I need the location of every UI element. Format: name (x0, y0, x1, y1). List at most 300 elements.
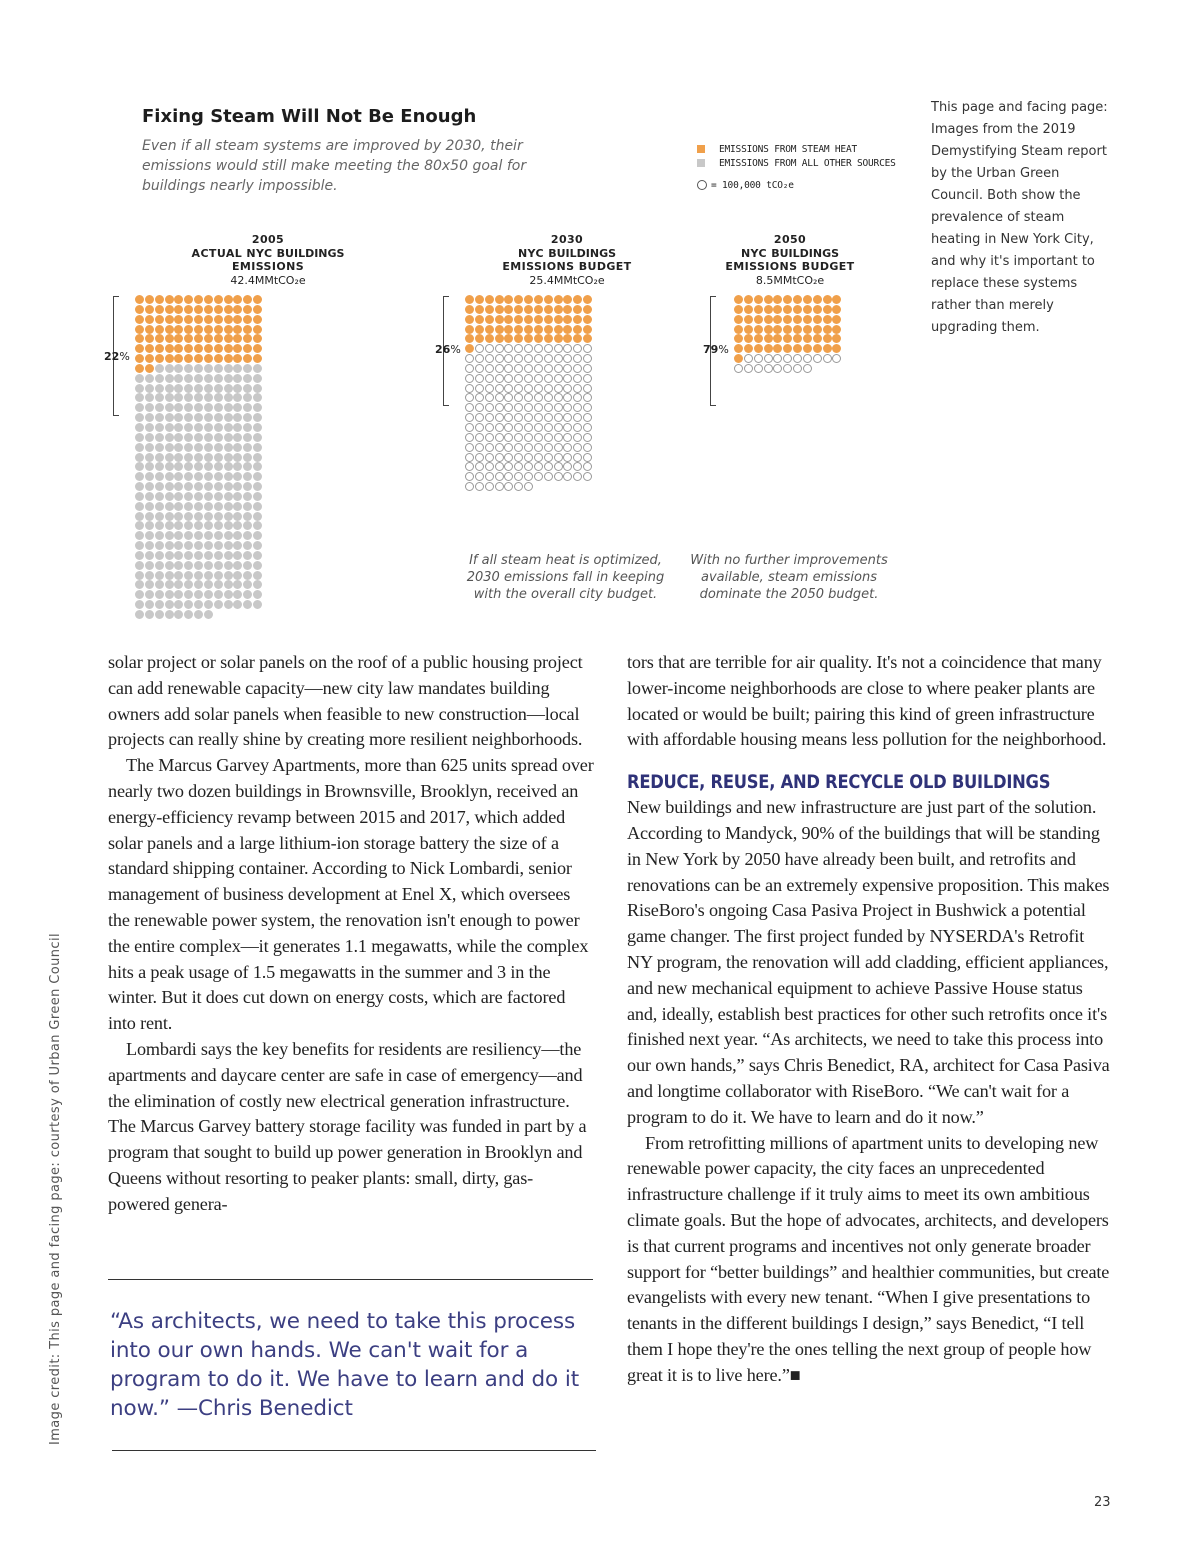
waffle-2005-dot-steam (194, 344, 203, 353)
waffle-2050-dot-empty (744, 364, 753, 373)
waffle-2005-dot-other (224, 364, 233, 373)
waffle-2005-dot-other (194, 413, 203, 422)
waffle-2050-dot-steam (823, 334, 832, 343)
waffle-2030-dot-empty (465, 384, 474, 393)
waffle-2030-dot-empty (524, 423, 533, 432)
waffle-2005-dot-other (194, 521, 203, 530)
waffle-2005-dot-other (194, 580, 203, 589)
waffle-2005-dot-other (165, 384, 174, 393)
left-paragraph-3: Lombardi says the key benefits for residents are resiliency—the apartments and daycare center are safe in case of emergency—and the elimination of costly new electrical generation infrastructure. The Marcus Garvey battery storage facility was funded in part by a program that sought to build up power generation in Brooklyn and Queens without resorting to peaker plants: small, dirty, gas-powered genera- (108, 1038, 587, 1214)
waffle-2030-dot-empty (544, 462, 553, 471)
waffle-2005-dot-steam (155, 354, 164, 363)
waffle-2005-dot-other (253, 541, 262, 550)
waffle-2005-dot-other (243, 364, 252, 373)
waffle-2005-dot-other (204, 423, 213, 432)
waffle-2050-dot-steam (803, 305, 812, 314)
waffle-2030-dot-empty (583, 393, 592, 402)
waffle-2005-dot-other (204, 502, 213, 511)
waffle-2030-dot-empty (475, 453, 484, 462)
chart-2050-label-1: NYC (740, 246, 767, 260)
waffle-2050-dot-steam (744, 295, 753, 304)
waffle-2005-dot-other (174, 482, 183, 491)
waffle-2030-dot-empty (524, 403, 533, 412)
waffle-2030-dot-empty (544, 374, 553, 383)
steam-swatch-icon (697, 145, 705, 153)
waffle-2050-dot-steam (813, 344, 822, 353)
waffle-2030-dot-empty (465, 403, 474, 412)
waffle-2030-dot-empty (495, 393, 504, 402)
waffle-2005-dot-other (214, 364, 223, 373)
waffle-2005-dot-steam (204, 354, 213, 363)
waffle-2050-dot-empty (803, 364, 812, 373)
waffle-2030-dot-empty (544, 443, 553, 452)
waffle-2030-dot-empty (544, 423, 553, 432)
waffle-2030-dot-empty (504, 462, 513, 471)
waffle-2050-dot-steam (803, 344, 812, 353)
waffle-2050-dot-steam (773, 315, 782, 324)
waffle-2030-dot-empty (563, 403, 572, 412)
waffle-2005-dot-other (135, 551, 144, 560)
waffle-2030-dot-empty (475, 423, 484, 432)
waffle-2005-dot-other (243, 443, 252, 452)
waffle-2005-dot-other (214, 433, 223, 442)
waffle-2005-dot-other (184, 541, 193, 550)
waffle-2030-dot-empty (534, 443, 543, 452)
waffle-2005-dot-steam (145, 344, 154, 353)
waffle-2030-dot-empty (563, 433, 572, 442)
waffle-2005-dot-other (224, 472, 233, 481)
waffle-2005-dot-other (214, 393, 223, 402)
waffle-2030-dot-empty (524, 364, 533, 373)
waffle-2005-dot-steam (204, 295, 213, 304)
waffle-2030-dot-empty (534, 472, 543, 481)
waffle-2030-dot-steam (524, 305, 533, 314)
waffle-2030-dot-empty (583, 384, 592, 393)
waffle-2005-dot-steam (174, 334, 183, 343)
waffle-2005-dot-other (155, 364, 164, 373)
waffle-2005-dot-other (174, 413, 183, 422)
waffle-2005-dot-steam (253, 344, 262, 353)
waffle-2005-dot-other (174, 541, 183, 550)
pct-2030-suffix: % (450, 343, 461, 356)
waffle-2005-dot-other (243, 384, 252, 393)
waffle-2030-dot-steam (504, 295, 513, 304)
waffle-2005-dot-other (165, 571, 174, 580)
waffle-2005-dot-other (214, 512, 223, 521)
waffle-2030-dot-empty (524, 344, 533, 353)
waffle-2005-dot-other (194, 561, 203, 570)
right-paragraph-1: New buildings and new infrastructure are just part of the solution. According to Mandyck, 90% of the buildings that will be standing in New York by 2050 have already been built, and retrofits and renovations can be an extremely expensive proposition. This makes RiseBoro's ongoing Casa Pasiva Project in Bushwick a potential game changer. The first project funded by NYSERDA's Retrofit NY program, the renovation will add cladding, efficient appliances, and new mechanical equipment to achieve Passive House status and, ideally, establish best practices for other such retrofits once it's finished next year. “As architects, we need to take this process into our own hands,” says Chris Benedict, RA, architect for Casa Pasiva and longtime collaborator with RiseBoro. “We can't wait for a program to do it. We have to learn and do it now.” (627, 797, 1110, 1127)
waffle-2030-dot-steam (485, 305, 494, 314)
waffle-2005-dot-other (165, 482, 174, 491)
waffle-2030-dot-steam (554, 315, 563, 324)
waffle-2030-dot-steam (465, 305, 474, 314)
waffle-2005-dot-other (165, 600, 174, 609)
waffle-2005-dot-other (184, 443, 193, 452)
waffle-2005-dot-other (194, 541, 203, 550)
waffle-2005-dot-other (214, 561, 223, 570)
waffle-2030-dot-steam (475, 315, 484, 324)
waffle-2050-dot-steam (823, 325, 832, 334)
waffle-2005-dot-other (224, 502, 233, 511)
waffle-2005-dot-other (243, 541, 252, 550)
waffle-2030-dot-empty (544, 413, 553, 422)
waffle-2030-dot-empty (485, 472, 494, 481)
pull-quote: “As architects, we need to take this process into our own hands. We can't wait for a program to do it. We have to learn and do it now.” —Chris Benedict (110, 1309, 580, 1421)
waffle-2030-dot-empty (514, 433, 523, 442)
waffle-2005-dot-steam (253, 325, 262, 334)
waffle-2005-dot-other (184, 521, 193, 530)
waffle-2005-dot-other (224, 492, 233, 501)
waffle-2030-dot-empty (563, 393, 572, 402)
waffle-2005-dot-other (135, 502, 144, 511)
waffle-2005-dot-other (253, 423, 262, 432)
waffle-2050-dot-empty (832, 354, 841, 363)
waffle-2050-dot-steam (773, 344, 782, 353)
waffle-2005-dot-other (204, 590, 213, 599)
waffle-2050-dot-steam (783, 325, 792, 334)
legend-unit (697, 178, 896, 192)
waffle-2050-dot-steam (832, 325, 841, 334)
waffle-2005-dot-steam (174, 344, 183, 353)
waffle-2030-dot-empty (583, 453, 592, 462)
waffle-2030-dot-empty (514, 413, 523, 422)
waffle-2005-dot-other (135, 580, 144, 589)
waffle-2030-dot-empty (583, 354, 592, 363)
waffle-2005-dot-other (155, 433, 164, 442)
pct-2030-value: 26 (435, 343, 451, 356)
waffle-2030-dot-empty (534, 384, 543, 393)
waffle-2005-dot-other (165, 433, 174, 442)
waffle-2005-dot-other (145, 374, 154, 383)
waffle-2050-dot-steam (783, 295, 792, 304)
waffle-2005-dot-other (135, 393, 144, 402)
waffle-2030-dot-steam (544, 315, 553, 324)
waffle-2005-dot-other (204, 600, 213, 609)
waffle-2005-dot-other (184, 610, 193, 619)
waffle-2005-dot-other (253, 580, 262, 589)
waffle-2005-dot-steam (194, 295, 203, 304)
waffle-2030-dot-empty (573, 443, 582, 452)
waffle-2030-dot-empty (563, 472, 572, 481)
waffle-2005-dot-other (253, 512, 262, 521)
waffle-2005-dot-other (253, 413, 262, 422)
waffle-2005-dot-other (214, 551, 223, 560)
waffle-2050-dot-steam (823, 295, 832, 304)
waffle-2005-dot-steam (214, 295, 223, 304)
waffle-2030-dot-steam (534, 315, 543, 324)
waffle-2005-dot-steam (174, 354, 183, 363)
waffle-2005-dot-other (214, 571, 223, 580)
waffle-2005-dot-other (174, 423, 183, 432)
waffle-2030-dot-empty (583, 433, 592, 442)
waffle-2005-dot-steam (184, 295, 193, 304)
waffle-2005-dot-steam (243, 295, 252, 304)
waffle-2005-dot-other (243, 551, 252, 560)
waffle-2005-dot-other (194, 364, 203, 373)
waffle-2050-dot-empty (734, 364, 743, 373)
waffle-2050-dot-empty (754, 354, 763, 363)
waffle-2005-dot-steam (233, 295, 242, 304)
chart-2030-label (467, 247, 667, 261)
waffle-2005-dot-steam (214, 305, 223, 314)
waffle-2030-dot-steam (504, 334, 513, 343)
waffle-2030-dot-steam (534, 305, 543, 314)
waffle-2005-dot-other (165, 590, 174, 599)
waffle-2050-dot-steam (832, 344, 841, 353)
waffle-2005-dot-other (204, 374, 213, 383)
waffle-2030-dot-empty (504, 443, 513, 452)
waffle-2005-dot-other (155, 482, 164, 491)
waffle-2030-dot-empty (514, 374, 523, 383)
waffle-2030-dot-empty (563, 384, 572, 393)
waffle-2050-dot-steam (813, 295, 822, 304)
waffle-2030-dot-empty (495, 364, 504, 373)
pct-2050-value: 79 (703, 343, 719, 356)
chart-2005-label-2: EMISSIONS (231, 260, 305, 273)
chart-2050-label-2: EMISSIONS BUDGET (725, 260, 855, 273)
waffle-2005-dot-other (233, 443, 242, 452)
waffle-2030-dot-empty (573, 453, 582, 462)
waffle-2005-dot-steam (165, 354, 174, 363)
waffle-2005-dot-other (174, 551, 183, 560)
waffle-2005-dot-other (145, 521, 154, 530)
waffle-2005-dot-other (184, 561, 193, 570)
waffle-2005-dot-steam (145, 305, 154, 314)
pct-2005-value: 22 (104, 350, 120, 363)
waffle-2005-dot-other (174, 384, 183, 393)
waffle-2005-dot-steam (165, 295, 174, 304)
waffle-2005-dot-steam (243, 334, 252, 343)
waffle-2030-dot-empty (465, 482, 474, 491)
waffle-2030-dot-steam (544, 305, 553, 314)
waffle-2030-dot-empty (485, 344, 494, 353)
waffle-2005-dot-other (214, 462, 223, 471)
waffle-2005-dot-other (204, 541, 213, 550)
waffle-2005-dot-other (184, 551, 193, 560)
waffle-2030-dot-empty (554, 413, 563, 422)
waffle-2050-dot-empty (773, 354, 782, 363)
waffle-2050-dot-steam (783, 315, 792, 324)
waffle-2030-dot-empty (475, 384, 484, 393)
waffle-2005-dot-other (165, 472, 174, 481)
waffle-2005-dot-other (243, 492, 252, 501)
waffle-2050-dot-steam (734, 334, 743, 343)
waffle-2005 (135, 295, 262, 619)
waffle-2050-dot-steam (754, 334, 763, 343)
waffle-2005-dot-other (155, 590, 164, 599)
waffle-2030-dot-empty (544, 384, 553, 393)
waffle-2005-dot-other (253, 571, 262, 580)
waffle-2005-dot-other (204, 433, 213, 442)
waffle-2030-dot-empty (534, 403, 543, 412)
waffle-2005-dot-steam (165, 325, 174, 334)
waffle-2030-dot-steam (475, 305, 484, 314)
waffle-2005-dot-other (165, 521, 174, 530)
waffle-2050-dot-steam (793, 344, 802, 353)
waffle-2005-dot-other (224, 433, 233, 442)
waffle-2030-dot-empty (554, 364, 563, 373)
waffle-2005-dot-steam (145, 334, 154, 343)
waffle-2030-dot-empty (534, 433, 543, 442)
waffle-2050-dot-steam (734, 354, 743, 363)
waffle-2005-dot-other (224, 512, 233, 521)
waffle-2050-dot-steam (764, 344, 773, 353)
waffle-2030-dot-empty (485, 364, 494, 373)
waffle-2050-dot-steam (832, 295, 841, 304)
waffle-2030-dot-empty (485, 433, 494, 442)
waffle-2005-dot-other (194, 423, 203, 432)
waffle-2005-dot-other (233, 413, 242, 422)
waffle-2005-dot-other (224, 374, 233, 383)
pct-2050-suffix: % (718, 343, 729, 356)
waffle-2030-dot-empty (544, 364, 553, 373)
waffle-2030-dot-steam (465, 325, 474, 334)
waffle-2005-dot-other (184, 482, 193, 491)
legend-unit-label: = 100,000 tCO₂e (711, 179, 794, 191)
waffle-2005-dot-steam (135, 295, 144, 304)
waffle-2030-dot-empty (524, 453, 533, 462)
waffle-2005-dot-steam (224, 344, 233, 353)
unit-circle-icon (697, 180, 707, 190)
waffle-2005-dot-other (145, 453, 154, 462)
waffle-2005-dot-other (145, 590, 154, 599)
waffle-2005-dot-other (224, 531, 233, 540)
waffle-2030-dot-empty (534, 354, 543, 363)
waffle-2030-dot-steam (563, 305, 572, 314)
waffle-2030-dot-empty (504, 384, 513, 393)
chart-2005-label-1: ACTUAL NYC (191, 246, 273, 260)
waffle-2030-dot-empty (504, 482, 513, 491)
waffle-2005-dot-other (184, 374, 193, 383)
waffle-2030-dot-empty (504, 413, 513, 422)
waffle-2030-dot-empty (485, 403, 494, 412)
waffle-2050-dot-steam (754, 315, 763, 324)
waffle-2005-dot-other (155, 443, 164, 452)
waffle-2050-dot-steam (764, 325, 773, 334)
waffle-2030-dot-empty (554, 354, 563, 363)
waffle-2050-dot-steam (793, 305, 802, 314)
waffle-2005-dot-other (165, 610, 174, 619)
waffle-2005-dot-steam (145, 295, 154, 304)
waffle-2050-dot-steam (734, 315, 743, 324)
waffle-2005-dot-other (243, 413, 252, 422)
waffle-2005-dot-other (174, 521, 183, 530)
waffle-2005-dot-other (194, 590, 203, 599)
waffle-2030-dot-empty (534, 374, 543, 383)
waffle-2030-dot-empty (465, 364, 474, 373)
waffle-2005-dot-other (243, 561, 252, 570)
waffle-2030-dot-empty (485, 482, 494, 491)
caption-2030: If all steam heat is optimized, 2030 emissions fall in keeping with the overall city budget. (466, 553, 665, 602)
waffle-2005-dot-other (194, 462, 203, 471)
waffle-2030-dot-empty (554, 433, 563, 442)
waffle-2030-dot-steam (514, 325, 523, 334)
pct-2005 (104, 350, 130, 363)
waffle-2050-dot-steam (823, 344, 832, 353)
waffle-2005-dot-other (135, 492, 144, 501)
waffle-2005-dot-other (194, 610, 203, 619)
waffle-2030-dot-empty (524, 384, 533, 393)
waffle-2030-dot-empty (504, 364, 513, 373)
waffle-2030-dot-steam (524, 325, 533, 334)
waffle-2005-dot-other (184, 590, 193, 599)
waffle-2005-dot-other (233, 512, 242, 521)
waffle-2030-dot-steam (495, 334, 504, 343)
chart-2030-total: 25.4MMtCO₂e (529, 273, 605, 287)
waffle-2030-dot-empty (554, 443, 563, 452)
waffle-2005-dot-other (194, 531, 203, 540)
waffle-2030-dot-empty (475, 413, 484, 422)
waffle-2005-dot-other (145, 512, 154, 521)
waffle-2030-dot-steam (563, 315, 572, 324)
waffle-2030-dot-empty (495, 403, 504, 412)
waffle-2005-dot-other (135, 453, 144, 462)
waffle-2005-dot-steam (214, 344, 223, 353)
waffle-2005-dot-other (174, 374, 183, 383)
waffle-2005-dot-steam (184, 334, 193, 343)
waffle-2030-dot-steam (583, 325, 592, 334)
waffle-2050-dot-steam (803, 295, 812, 304)
waffle-2005-dot-other (253, 492, 262, 501)
waffle-2030-dot-steam (544, 334, 553, 343)
waffle-2050-dot-steam (832, 334, 841, 343)
waffle-2005-dot-other (224, 413, 233, 422)
waffle-2050-dot-steam (734, 325, 743, 334)
waffle-2005-dot-other (233, 423, 242, 432)
waffle-2005-dot-other (253, 364, 262, 373)
waffle-2005-dot-steam (194, 334, 203, 343)
waffle-2030-dot-empty (583, 403, 592, 412)
waffle-2005-dot-other (165, 374, 174, 383)
waffle-2005-dot-steam (184, 305, 193, 314)
waffle-2005-dot-steam (204, 305, 213, 314)
waffle-2005-dot-steam (224, 315, 233, 324)
waffle-2005-dot-other (174, 492, 183, 501)
waffle-2030-dot-empty (583, 364, 592, 373)
waffle-2030-dot-steam (573, 325, 582, 334)
waffle-2005-dot-other (145, 482, 154, 491)
waffle-2030-dot-empty (573, 403, 582, 412)
waffle-2005-dot-steam (194, 354, 203, 363)
waffle-2005-dot-other (233, 541, 242, 550)
waffle-2030-dot-empty (465, 374, 474, 383)
waffle-2030-dot-steam (504, 315, 513, 324)
waffle-2050-dot-steam (754, 325, 763, 334)
waffle-2005-dot-steam (233, 305, 242, 314)
waffle-2005-dot-other (135, 374, 144, 383)
waffle-2050-dot-steam (823, 315, 832, 324)
waffle-2005-dot-other (165, 512, 174, 521)
waffle-2030-dot-empty (504, 403, 513, 412)
waffle-2030-dot-steam (524, 295, 533, 304)
waffle-2005-dot-steam (194, 315, 203, 324)
waffle-2005-dot-steam (145, 354, 154, 363)
chart-2050-header (690, 233, 890, 287)
waffle-2030-dot-empty (563, 364, 572, 373)
waffle-2005-dot-other (135, 384, 144, 393)
waffle-2050-dot-steam (783, 305, 792, 314)
waffle-2030-dot-empty (573, 393, 582, 402)
waffle-2005-dot-other (224, 482, 233, 491)
waffle-2005-dot-steam (243, 325, 252, 334)
waffle-2005-dot-steam (155, 295, 164, 304)
waffle-2005-dot-other (155, 571, 164, 580)
waffle-2030-dot-empty (573, 413, 582, 422)
waffle-2005-dot-steam (155, 344, 164, 353)
waffle-2030-dot-steam (554, 295, 563, 304)
waffle-2050-dot-steam (803, 334, 812, 343)
